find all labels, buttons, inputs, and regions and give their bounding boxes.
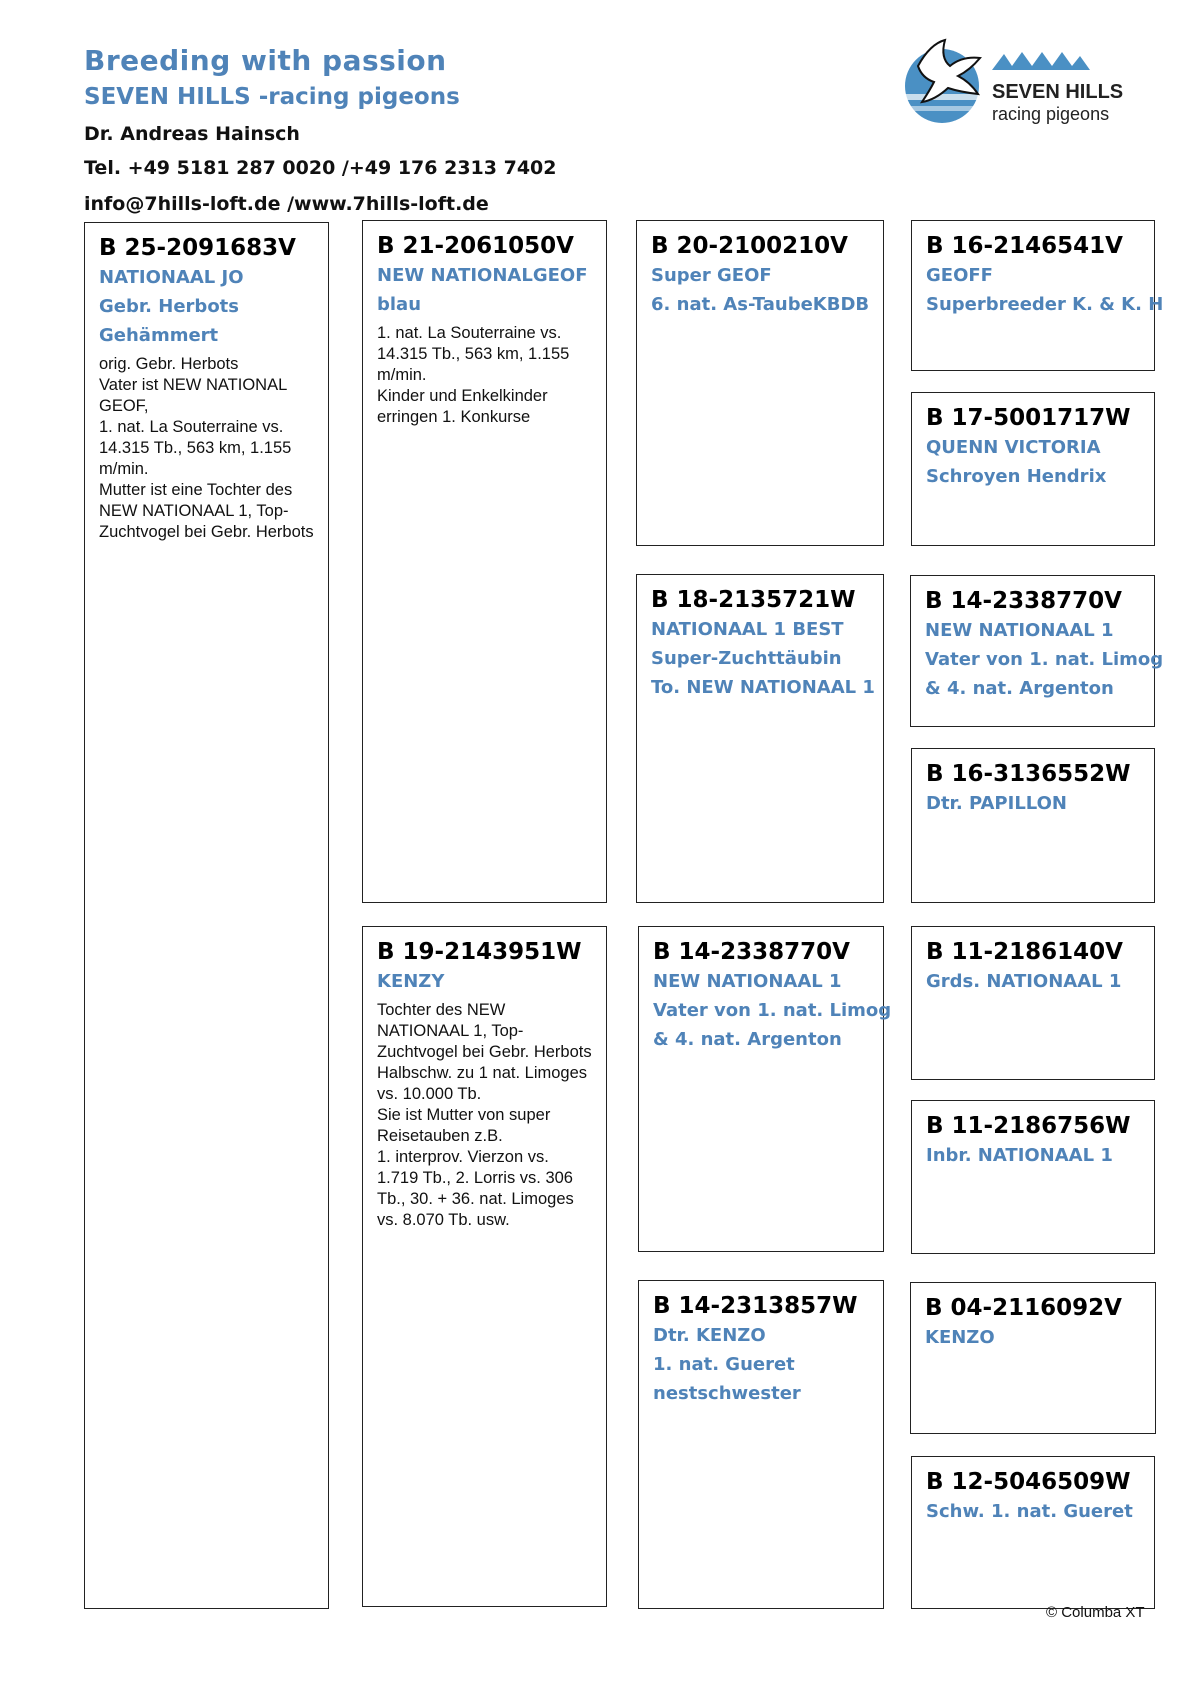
grandparent-card [638, 1280, 884, 1609]
loft-name: SEVEN HILLS -racing pigeons [84, 84, 460, 110]
pigeon-name: NEW NATIONAAL 1 [653, 971, 842, 992]
great-grandparent-card [910, 1282, 1156, 1434]
hills-icon [992, 52, 1090, 70]
pigeon-name: KENZO [925, 1327, 995, 1348]
ring-number: B 19-2143951W [377, 939, 582, 965]
dam-card [362, 926, 607, 1607]
contact-info: info@7hills-loft.de /www.7hills-loft.de [84, 193, 489, 215]
pigeon-name: NEW NATIONAAL 1 [925, 620, 1114, 641]
subject-pigeon-card [84, 222, 329, 1609]
ring-number: B 18-2135721W [651, 587, 856, 613]
sire-card [362, 220, 607, 903]
breeder: Gebr. Herbots [99, 296, 240, 317]
great-grandparent-card [911, 1456, 1155, 1609]
pigeon-info: nestschwester [653, 1383, 801, 1404]
owner-name: Dr. Andreas Hainsch [84, 123, 300, 145]
pigeon-notes: Tochter des NEW NATIONAAL 1, Top-Zuchtvogel bei Gebr. Herbots Halbschw. zu 1 nat. Limoges vs. 10.000 Tb. Sie ist Mutter von super Reisetauben z.B. 1. interprov. Vierzon vs. 1.719 Tb., 2. Lorris vs. 306 Tb., 30. + 36. nat. Limoges vs. 8.070 Tb. usw. [377, 1001, 592, 1229]
seven-hills-logo [900, 36, 1150, 136]
pigeon-info: Superbreeder K. & K. H [926, 294, 1164, 315]
pigeon-name: KENZY [377, 971, 445, 992]
pigeon-info: 6. nat. As-TaubeKBDB [651, 294, 870, 315]
pigeon-info: Vater von 1. nat. Limog [653, 1000, 892, 1021]
copyright: © Columba XT [1046, 1604, 1145, 1621]
ring-number: B 11-2186756W [926, 1113, 1131, 1139]
pigeon-name: NEW NATIONALGEOF [377, 265, 588, 286]
great-grandparent-card [911, 220, 1164, 371]
phone-numbers: Tel. +49 5181 287 0020 /+49 176 2313 7402 [84, 157, 557, 179]
pigeon-info: Schroyen Hendrix [926, 466, 1107, 487]
pigeon-notes: orig. Gebr. Herbots Vater ist NEW NATIONAL GEOF, 1. nat. La Souterraine vs. 14.315 Tb., 563 km, 1.155 m/min. Mutter ist eine Tochter des NEW NATIONAAL 1, Top-Zuchtvogel bei Gebr. Herbots [99, 355, 314, 541]
grandparent-card [636, 574, 884, 903]
pigeon-name: Schw. 1. nat. Gueret [926, 1501, 1133, 1522]
grandparent-card [636, 220, 884, 546]
pigeon-info: To. NEW NATIONAAL 1 [651, 677, 875, 698]
grandparent-card [638, 926, 892, 1252]
great-grandparent-card [911, 926, 1155, 1080]
great-grandparent-card [911, 392, 1155, 546]
tagline: Breeding with passion [84, 44, 447, 77]
ring-number: B 11-2186140V [926, 939, 1123, 965]
ring-number: B 14-2338770V [925, 588, 1122, 614]
color: blau [377, 294, 422, 315]
pigeon-info: & 4. nat. Argenton [653, 1029, 842, 1050]
ring-number: B 14-2313857W [653, 1293, 858, 1319]
ring-number: B 04-2116092V [925, 1295, 1122, 1321]
ring-number: B 17-5001717W [926, 405, 1131, 431]
ring-number: B 12-5046509W [926, 1469, 1131, 1495]
pigeon-info: 1. nat. Gueret [653, 1354, 795, 1375]
ring-number: B 25-2091683V [99, 235, 296, 261]
color: Gehämmert [99, 325, 219, 346]
pigeon-name: Inbr. NATIONAAL 1 [926, 1145, 1113, 1166]
pigeon-name: NATIONAAL 1 BEST [651, 619, 844, 640]
pigeon-info: Vater von 1. nat. Limog [925, 649, 1164, 670]
ring-number: B 16-2146541V [926, 233, 1123, 259]
ring-number: B 21-2061050V [377, 233, 574, 259]
pigeon-info: Super-Zuchttäubin [651, 648, 842, 669]
great-grandparent-card [911, 748, 1155, 903]
pigeon-name: QUENN VICTORIA [926, 437, 1101, 458]
pigeon-name: Grds. NATIONAAL 1 [926, 971, 1122, 992]
great-grandparent-card [910, 575, 1164, 727]
pigeon-name: Dtr. KENZO [653, 1325, 766, 1346]
pigeon-name: GEOFF [926, 265, 993, 286]
logo-text-brand: SEVEN HILLS [992, 81, 1124, 103]
logo-text-sub: racing pigeons [992, 104, 1110, 124]
ring-number: B 14-2338770V [653, 939, 850, 965]
ring-number: B 20-2100210V [651, 233, 848, 259]
pigeon-notes: 1. nat. La Souterraine vs. 14.315 Tb., 563 km, 1.155 m/min. Kinder und Enkelkinder erringen 1. Konkurse [377, 324, 570, 426]
pigeon-name: Dtr. PAPILLON [926, 793, 1067, 814]
great-grandparent-card [911, 1100, 1155, 1254]
ring-number: B 16-3136552W [926, 761, 1131, 787]
pigeon-info: & 4. nat. Argenton [925, 678, 1114, 699]
pigeon-name: NATIONAAL JO [99, 267, 244, 288]
pigeon-name: Super GEOF [651, 265, 772, 286]
